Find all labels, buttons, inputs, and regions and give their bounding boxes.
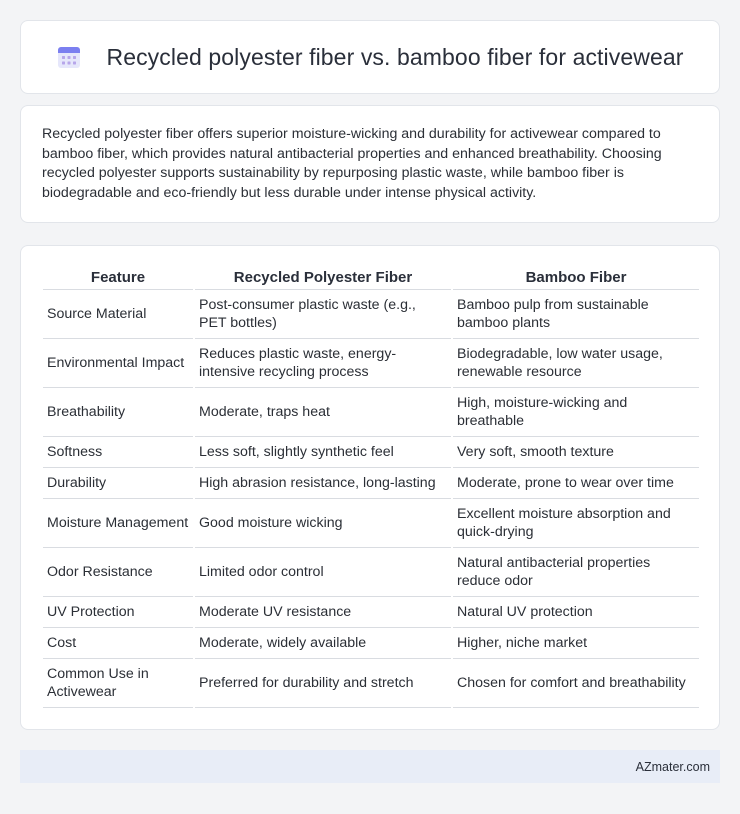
feature-cell: Breathability <box>43 388 193 437</box>
polyester-cell: Post-consumer plastic waste (e.g., PET bottles) <box>195 290 451 339</box>
header-recycled-polyester: Recycled Polyester Fiber <box>195 266 451 290</box>
table-row <box>43 499 699 548</box>
header-feature: Feature <box>43 266 193 290</box>
bamboo-cell: Chosen for comfort and breathability <box>453 659 699 708</box>
feature-cell: Odor Resistance <box>43 548 193 597</box>
feature-cell: Source Material <box>43 290 193 339</box>
summary-card <box>20 105 720 223</box>
table-row <box>43 468 699 499</box>
bamboo-cell: Higher, niche market <box>453 628 699 659</box>
bamboo-cell: Bamboo pulp from sustainable bamboo plants <box>453 290 699 339</box>
bamboo-cell: Excellent moisture absorption and quick-drying <box>453 499 699 548</box>
bamboo-cell: Natural UV protection <box>453 597 699 628</box>
bamboo-cell: High, moisture-wicking and breathable <box>453 388 699 437</box>
table-row <box>43 597 699 628</box>
comparison-table <box>41 266 701 708</box>
polyester-cell: Less soft, slightly synthetic feel <box>195 437 451 468</box>
footer <box>20 750 720 783</box>
table-header-row <box>43 266 699 290</box>
table-row <box>43 628 699 659</box>
feature-cell: Softness <box>43 437 193 468</box>
comparison-table-card <box>20 245 720 730</box>
table-row <box>43 290 699 339</box>
polyester-cell: Moderate, traps heat <box>195 388 451 437</box>
feature-cell: Durability <box>43 468 193 499</box>
polyester-cell: Good moisture wicking <box>195 499 451 548</box>
title-card <box>20 20 720 94</box>
feature-cell: UV Protection <box>43 597 193 628</box>
polyester-cell: Limited odor control <box>195 548 451 597</box>
header-bamboo: Bamboo Fiber <box>453 266 699 290</box>
calendar-icon <box>56 44 82 70</box>
feature-cell: Cost <box>43 628 193 659</box>
footer-brand: AZmater.com <box>635 759 710 774</box>
feature-cell: Environmental Impact <box>43 339 193 388</box>
bamboo-cell: Very soft, smooth texture <box>453 437 699 468</box>
bamboo-cell: Biodegradable, low water usage, renewable resource <box>453 339 699 388</box>
table-row <box>43 659 699 708</box>
table-row <box>43 437 699 468</box>
polyester-cell: Moderate UV resistance <box>195 597 451 628</box>
table-row <box>43 339 699 388</box>
polyester-cell: Moderate, widely available <box>195 628 451 659</box>
page-title: Recycled polyester fiber vs. bamboo fiber for activewear <box>106 43 684 70</box>
table-row <box>43 388 699 437</box>
polyester-cell: Reduces plastic waste, energy-intensive recycling process <box>195 339 451 388</box>
feature-cell: Common Use in Activewear <box>43 659 193 708</box>
bamboo-cell: Natural antibacterial properties reduce odor <box>453 548 699 597</box>
bamboo-cell: Moderate, prone to wear over time <box>453 468 699 499</box>
polyester-cell: High abrasion resistance, long-lasting <box>195 468 451 499</box>
feature-cell: Moisture Management <box>43 499 193 548</box>
polyester-cell: Preferred for durability and stretch <box>195 659 451 708</box>
table-row <box>43 548 699 597</box>
summary-text: Recycled polyester fiber offers superior moisture-wicking and durability for activewear compared to bamboo fiber, which provides natural antibacterial properties and enhanced breathability. Choosing recycled polyester supports sustainability by repurposing plastic waste, while bamboo fiber is biodegradable and eco-friendly but less durable under intense physical activity. <box>42 126 662 201</box>
